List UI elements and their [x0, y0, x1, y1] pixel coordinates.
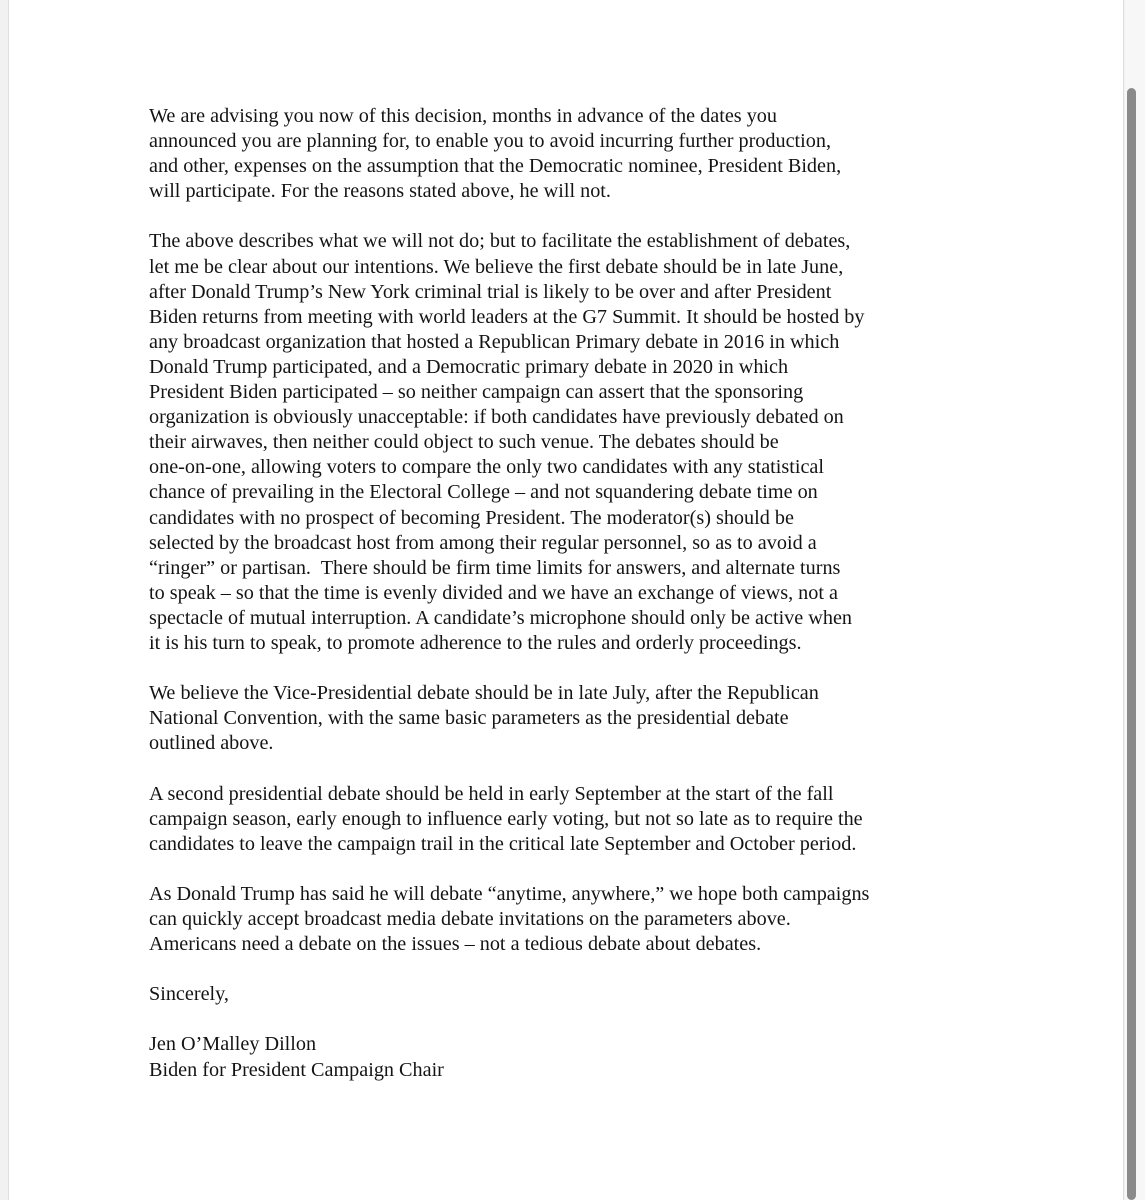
text-line: candidates with no prospect of becoming President. The moderator(s) should be	[149, 506, 794, 529]
text-line: to speak – so that the time is evenly divided and we have an exchange of views, not a	[149, 581, 838, 604]
text-line: President Biden participated – so neither campaign can assert that the sponsoring	[149, 381, 804, 404]
paragraph-3	[149, 681, 1029, 756]
paragraph-5	[149, 882, 1029, 957]
signature-block	[149, 1032, 1029, 1082]
text-line: The above describes what we will not do; but to facilitate the establishment of debates,	[149, 230, 851, 253]
text-line: their airwaves, then neither could object to such venue. The debates should be	[149, 431, 779, 454]
text-line: and other, expenses on the assumption that the Democratic nominee, President Biden,	[149, 155, 842, 178]
text-line: after Donald Trump’s New York criminal trial is likely to be over and after President	[149, 280, 832, 303]
paragraph-4	[149, 782, 1029, 857]
closing-text: Sincerely,	[149, 983, 229, 1006]
text-line: selected by the broadcast host from among their regular personnel, so as to avoid a	[149, 531, 817, 554]
signature-name: Jen O’Malley Dillon	[149, 1033, 317, 1056]
text-line: will participate. For the reasons stated above, he will not.	[149, 180, 611, 203]
text-line: “ringer” or partisan. There should be firm time limits for answers, and alternate turns	[149, 556, 841, 579]
closing	[149, 982, 1029, 1007]
text-line: any broadcast organization that hosted a Republican Primary debate in 2016 in which	[149, 330, 840, 353]
text-line: Donald Trump participated, and a Democratic primary debate in 2020 in which	[149, 355, 789, 378]
text-line: spectacle of mutual interruption. A candidate’s microphone should only be active when	[149, 606, 853, 629]
paragraph-1	[149, 104, 1029, 204]
text-line: outlined above.	[149, 732, 274, 755]
text-line: campaign season, early enough to influence early voting, but not so late as to require the	[149, 807, 863, 830]
text-line: announced you are planning for, to enable you to avoid incurring further production,	[149, 130, 831, 153]
text-line: A second presidential debate should be held in early September at the start of the fall	[149, 782, 834, 805]
text-line: Americans need a debate on the issues – not a tedious debate about debates.	[149, 933, 762, 956]
letter-body	[149, 104, 1029, 1108]
text-line: it is his turn to speak, to promote adherence to the rules and orderly proceedings.	[149, 631, 802, 654]
text-line: can quickly accept broadcast media debate invitations on the parameters above.	[149, 908, 791, 930]
document-page	[8, 0, 1124, 1200]
scrollbar-thumb[interactable]	[1127, 88, 1136, 1200]
signature-title: Biden for President Campaign Chair	[149, 1058, 444, 1081]
paragraph-2	[149, 229, 1029, 656]
text-line: We believe the Vice-Presidential debate should be in late July, after the Republican	[149, 682, 819, 705]
text-line: We are advising you now of this decision, months in advance of the dates you	[149, 105, 777, 127]
text-line: Biden returns from meeting with world leaders at the G7 Summit. It should be hosted by	[149, 305, 865, 328]
text-line: candidates to leave the campaign trail in the critical late September and October period.	[149, 832, 857, 855]
text-line: National Convention, with the same basic parameters as the presidential debate	[149, 707, 789, 730]
text-line: let me be clear about our intentions. We believe the first debate should be in late June,	[149, 255, 844, 278]
text-line: organization is obviously unacceptable: if both candidates have previously debated on	[149, 406, 844, 429]
text-line: chance of prevailing in the Electoral College – and not squandering debate time on	[149, 481, 818, 504]
text-line: As Donald Trump has said he will debate “anytime, anywhere,” we hope both campaigns	[149, 882, 870, 905]
text-line: one-on-one, allowing voters to compare the only two candidates with any statistical	[149, 456, 824, 479]
